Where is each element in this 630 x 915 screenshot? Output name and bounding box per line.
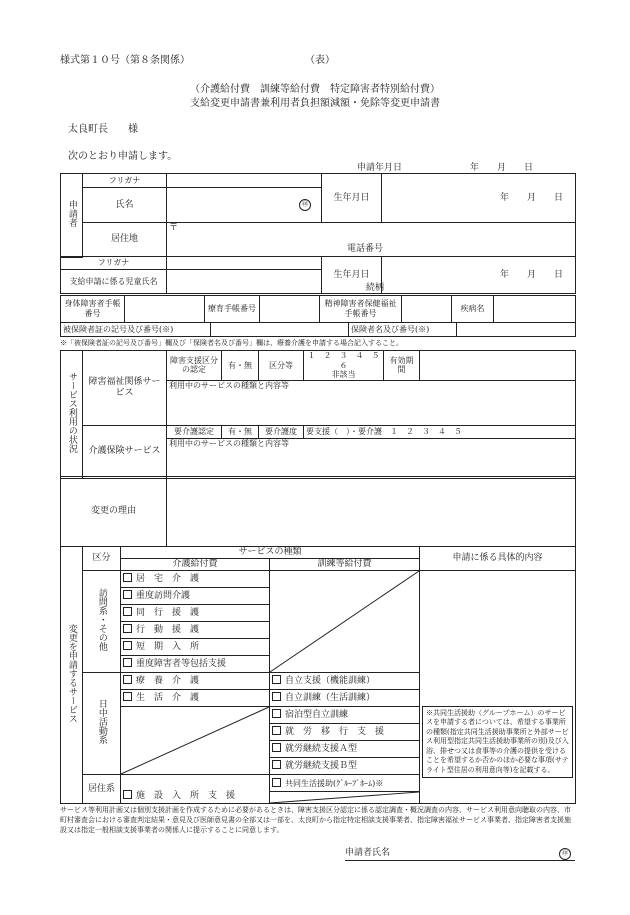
service-types-header: サービスの種類 xyxy=(121,547,420,559)
insurer-input[interactable] xyxy=(457,323,576,337)
care-cert-label: 要介護認定 xyxy=(167,425,222,438)
checkbox-1[interactable] xyxy=(123,590,132,599)
checkbox-7[interactable] xyxy=(123,692,132,701)
checkbox-3[interactable] xyxy=(123,624,132,633)
postal-mark: 〒 xyxy=(169,223,179,233)
handbook-table xyxy=(60,295,576,323)
support-cert-label: 障害支援区分の認定 xyxy=(167,351,222,381)
day-care-item-0[interactable]: 療 養 介 護 xyxy=(121,673,270,690)
signature-line[interactable] xyxy=(345,848,575,861)
child-table xyxy=(60,256,576,294)
child-name-input[interactable] xyxy=(167,270,322,294)
visit-item-2[interactable]: 同 行 援 護 xyxy=(121,605,270,622)
insurance-table xyxy=(60,322,576,337)
care-empty-cell xyxy=(121,707,270,775)
checkbox-10[interactable] xyxy=(272,709,281,718)
checkbox-8[interactable] xyxy=(272,675,281,684)
checkbox-12[interactable] xyxy=(272,743,281,752)
usage-table xyxy=(60,350,576,479)
diagonal-line-2 xyxy=(121,707,269,774)
furigana-label: フリガナ xyxy=(83,174,167,188)
reason-label: 変更の理由 xyxy=(61,477,167,547)
checkbox-0[interactable] xyxy=(123,573,132,582)
address-input[interactable] xyxy=(167,223,576,257)
insured-input[interactable] xyxy=(211,323,349,337)
checkbox-11[interactable] xyxy=(272,726,281,735)
care-services-label: 介護保険サービス xyxy=(83,425,167,478)
phone-label: 電話番号 xyxy=(347,244,384,255)
birth-input[interactable]: 年 月 日 xyxy=(382,174,576,223)
physical-handbook-input[interactable] xyxy=(125,296,205,323)
valid-period-input[interactable] xyxy=(420,351,576,381)
checkbox-14[interactable] xyxy=(272,778,281,787)
insured-label: 被保険者証の記号及び番号(※) xyxy=(61,323,211,337)
training-item-0[interactable]: 自立支援（機能訓練） xyxy=(270,673,420,690)
training-item-4[interactable]: 就労継続支援Ａ型 xyxy=(270,741,420,758)
diagonal-line-3 xyxy=(270,792,419,803)
form-number: 様式第１０号（第８条関係） xyxy=(60,55,190,66)
diagonal-line xyxy=(270,571,419,672)
training-pay-header: 訓練等給付費 xyxy=(270,559,420,571)
disease-input[interactable] xyxy=(494,296,576,323)
signature-seal: ㊞ xyxy=(559,848,571,860)
consent-text: サービス等利用計画又は個別支援計画を作成するために必要があるときは、障害支援区分認定に係る認定調査・概況調査の内容、サービス利用意向聴取の内容、市町村審査会における審査判定結果・意見及び医師意見書の全部又は一部を、太良町から指定特定相談支援事業者、指定障害福祉サービス事業者、指定障害者支援施設又は指定一般相談支援事業者の関係人に提示することに同意します。 xyxy=(60,806,571,835)
valid-period-label: 有効期間 xyxy=(384,351,420,381)
welfare-services-label: 障害福祉関係サービス xyxy=(83,351,167,426)
checkbox-6[interactable] xyxy=(123,675,132,684)
detail-header: 申請に係る具体的内容 xyxy=(420,547,576,571)
disease-label: 疾病名 xyxy=(452,296,494,323)
applicant-section-label: 申請者 xyxy=(61,174,83,258)
care-in-use-input[interactable]: 利用中のサービスの種類と内容等 xyxy=(167,438,576,478)
training-item-6[interactable]: 共同生活援助(ｸﾞﾙｰﾌﾟﾎｰﾑ)※ xyxy=(270,775,420,792)
checkbox-9[interactable] xyxy=(272,692,281,701)
application-date-label: 申請年月日 xyxy=(357,163,403,173)
visit-item-5[interactable]: 重度障害者等包括支援 xyxy=(121,656,270,673)
name-label: 氏名 xyxy=(83,188,167,223)
training-item-1[interactable]: 自立訓練（生活訓練） xyxy=(270,690,420,707)
title-line-2: 支給変更申請書兼利用者負担額減額・免除等変更申請書 xyxy=(190,98,440,109)
intro-text: 次のとおり申請します。 xyxy=(68,151,178,162)
category-options[interactable]: １ ２ ３ ４ ５ ６ 非該当 xyxy=(304,351,384,381)
group-home-note: ※共同生活援助（グループホーム）のサービスを申請する者については、希望する事業所の種類(指定共同生活援助事業所と外部サービス利用型指定共同生活援助事業所の別)及び入浴、排せつ又は食事等の介護の提供を受けることを希望するか否かのほか必要な事項(サテライト型住居の利用意向等)を記載する。 xyxy=(422,706,573,778)
mental-handbook-label: 精神障害者保健福祉手帳番号 xyxy=(320,296,402,323)
birth-label: 生年月日 xyxy=(322,174,382,223)
address-label: 居住地 xyxy=(83,223,167,257)
checkbox-2[interactable] xyxy=(123,607,132,616)
reason-table xyxy=(60,476,576,547)
applicant-table xyxy=(60,173,576,258)
visit-item-0[interactable]: 居 宅 介 護 xyxy=(121,571,270,588)
welfare-in-use-input[interactable]: 利用中のサービスの種類と内容等 xyxy=(167,380,576,425)
insurance-note: ※「被保険者証の記号及び番号」欄及び「保険者名及び番号」欄は、療養介護を申請する場合記入すること。 xyxy=(60,339,403,347)
physical-handbook-label: 身体障害者手帳番号 xyxy=(61,296,125,323)
visit-item-4[interactable]: 短 期 入 所 xyxy=(121,639,270,656)
day-care-item-1[interactable]: 生 活 介 護 xyxy=(121,690,270,707)
child-name-label: 支給申請に係る児童氏名 xyxy=(61,270,167,294)
insurer-label: 保険者名及び番号(※) xyxy=(349,323,457,337)
day-group-label: 日中活動系 xyxy=(83,673,121,775)
detail-input[interactable] xyxy=(420,571,576,804)
visit-item-1[interactable]: 重度訪問介護 xyxy=(121,588,270,605)
addressee: 太良町長 様 xyxy=(68,124,138,135)
training-item-5[interactable]: 就労継続支援Ｂ型 xyxy=(270,758,420,775)
division-header: 区分 xyxy=(83,547,121,571)
rehab-handbook-label: 療育手帳番号 xyxy=(205,296,260,323)
training-empty-cell-2 xyxy=(270,792,420,804)
training-item-2[interactable]: 宿泊型自立訓練 xyxy=(270,707,420,724)
residence-group-label: 居住系 xyxy=(83,775,121,804)
child-birth-input[interactable]: 年 月 日 xyxy=(382,257,576,294)
care-cert-yes-no[interactable]: 有・無 xyxy=(222,425,259,438)
signature-label: 申請者氏名 xyxy=(345,848,391,858)
care-level-label: 要介護度 xyxy=(259,425,304,438)
care-level-options[interactable]: 要支援（ ）・要介護 １ ２ ３ ４ ５ xyxy=(304,425,576,438)
change-table xyxy=(60,546,576,804)
checkbox-13[interactable] xyxy=(272,760,281,769)
relation-label: 続柄 xyxy=(366,283,385,293)
residence-item[interactable]: 施 設 入 所 支 援 xyxy=(121,775,270,804)
checkbox-15[interactable] xyxy=(123,790,132,799)
checkbox-5[interactable] xyxy=(123,658,132,667)
furigana-input[interactable] xyxy=(167,174,322,188)
support-cert-yes-no[interactable]: 有・無 xyxy=(222,351,259,381)
visit-group-label: 訪問系・その他 xyxy=(83,571,121,673)
reason-input[interactable] xyxy=(167,477,576,547)
rehab-handbook-input[interactable] xyxy=(260,296,320,323)
training-empty-cell xyxy=(270,571,420,673)
name-input[interactable] xyxy=(167,188,322,223)
checkbox-4[interactable] xyxy=(123,641,132,650)
application-date-value: 年 月 日 xyxy=(470,163,534,173)
usage-section-label: サービス利用の状況 xyxy=(61,351,83,479)
change-section-label: 変更を申請するサービス xyxy=(61,547,83,804)
training-item-3[interactable]: 就 労 移 行 支 援 xyxy=(270,724,420,741)
category-label: 区分等 xyxy=(259,351,304,381)
title-line-1: （介護給付費 訓練等給付費 特定障害者特別給付費） xyxy=(190,84,440,95)
seal-mark: ㊞ xyxy=(299,199,311,211)
child-furigana-label: フリガナ xyxy=(61,257,167,270)
care-pay-header: 介護給付費 xyxy=(121,559,270,571)
visit-item-3[interactable]: 行 動 援 護 xyxy=(121,622,270,639)
front-side-label: （表） xyxy=(305,55,335,66)
child-birth-label: 生年月日 xyxy=(322,257,382,294)
child-furigana-input[interactable] xyxy=(167,257,322,270)
mental-handbook-input[interactable] xyxy=(402,296,452,323)
